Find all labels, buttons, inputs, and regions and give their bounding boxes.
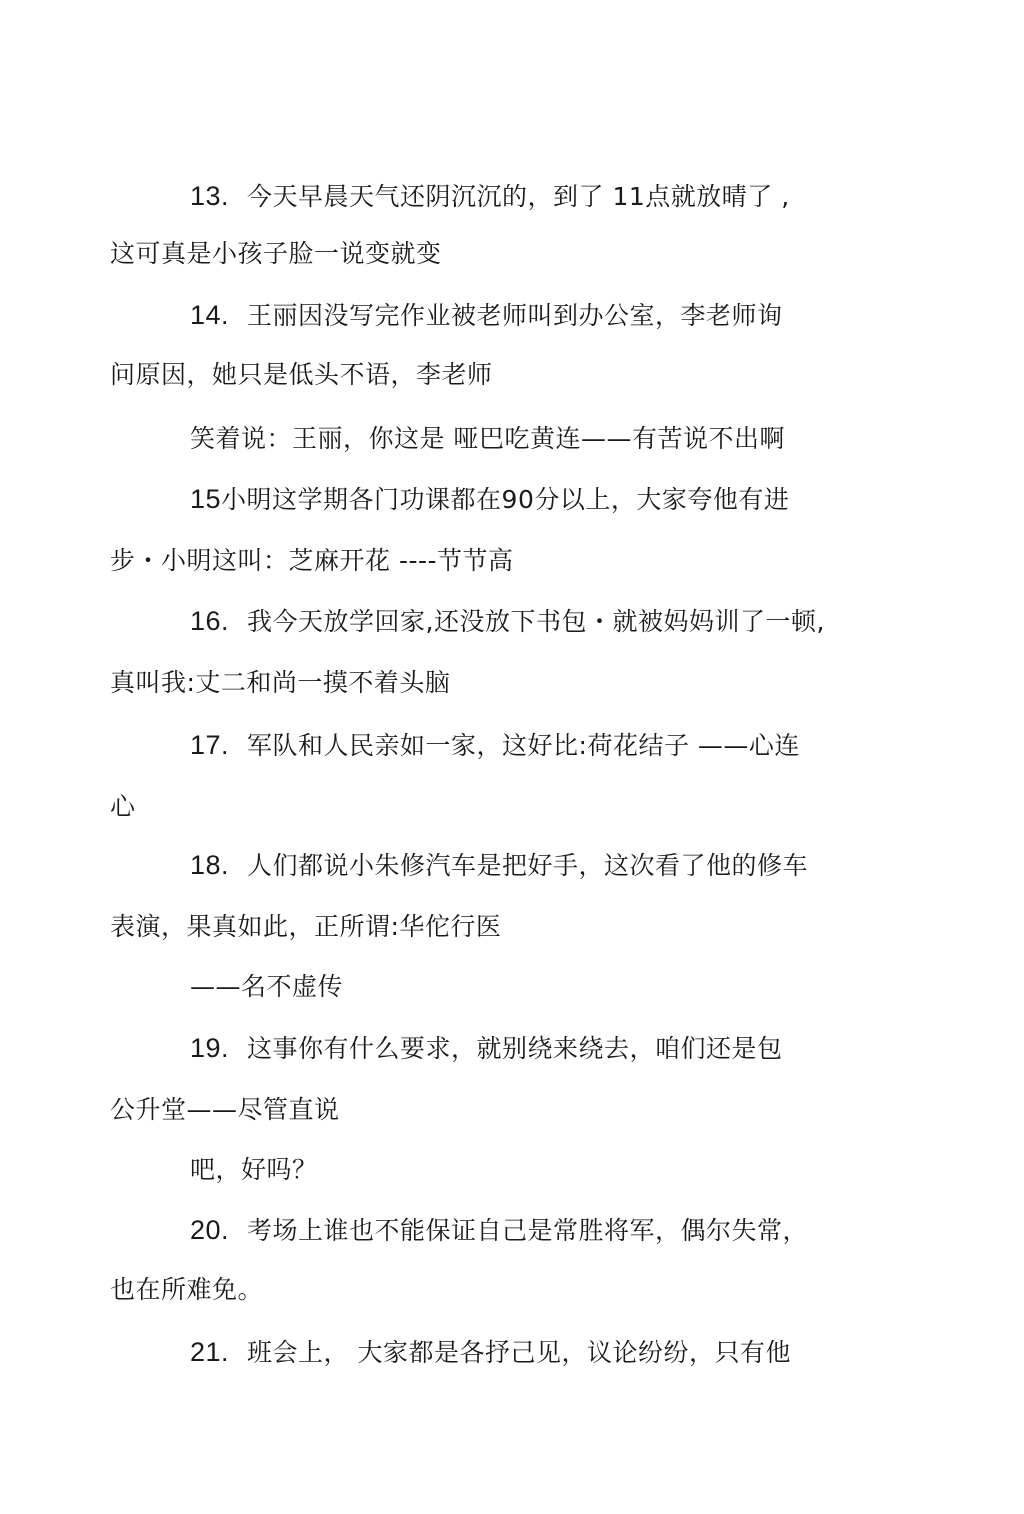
item-20-line-2: 也在所难免。 [110,1275,264,1304]
item-number: 15 [190,484,222,514]
item-14-line-1 [190,299,783,332]
item-text: 小明这学期各门功课都在90分以上，大家夸他有进 [221,485,790,514]
item-text: 我今天放学回家,还没放下书包・就被妈妈训了一顿, [247,607,825,636]
item-text: 王丽因没写完作业被老师叫到办公室，李老师询 [247,301,783,330]
item-21-line-1 [190,1336,791,1369]
item-number: 16. [190,606,230,636]
item-18-line-3: ——名不虚传 [190,972,344,1001]
item-number: 17. [190,730,230,760]
item-19-line-1 [190,1032,783,1065]
item-text: 考场上谁也不能保证自己是常胜将军，偶尔失常， [247,1216,809,1245]
item-text: 班会上， 大家都是各抒己见，议论纷纷，只有他 [247,1338,791,1367]
item-number: 18. [190,850,230,880]
item-18-line-1 [190,849,808,882]
item-16-line-1 [190,605,825,638]
item-19-line-3: 吧，好吗？ [190,1155,318,1184]
item-14-line-2: 问原因，她只是低头不语，李老师 [110,360,493,389]
item-17-line-2: 心 [110,792,136,821]
item-19-line-2: 公升堂——尽管直说 [110,1095,340,1124]
item-15-line-1 [190,483,789,516]
item-16-line-2: 真叫我:丈二和尚一摸不着头脑 [110,668,451,697]
item-text: 今天早晨天气还阴沉沉的，到了 11点就放晴了 , [247,182,790,211]
item-text: 军队和人民亲如一家，这好比:荷花结子 ——心连 [247,731,800,760]
item-13-line-1 [190,180,790,213]
item-number: 20. [190,1215,230,1245]
item-number: 13. [190,181,230,211]
item-13-line-2: 这可真是小孩子脸一说变就变 [110,239,442,268]
item-number: 19. [190,1033,230,1063]
item-18-line-2: 表演，果真如此，正所谓:华佗行医 [110,912,502,941]
item-text: 这事你有什么要求，就别绕来绕去，咱们还是包 [247,1034,783,1063]
item-15-line-2: 步・小明这叫：芝麻开花 ----节节高 [110,546,514,575]
item-17-line-1 [190,729,800,762]
item-number: 21. [190,1337,230,1367]
item-text: 人们都说小朱修汽车是把好手，这次看了他的修车 [247,851,809,880]
item-number: 14. [190,300,230,330]
item-14-line-3: 笑着说：王丽，你这是 哑巴吃黄连——有苦说不出啊 [190,424,785,453]
item-20-line-1 [190,1214,808,1247]
